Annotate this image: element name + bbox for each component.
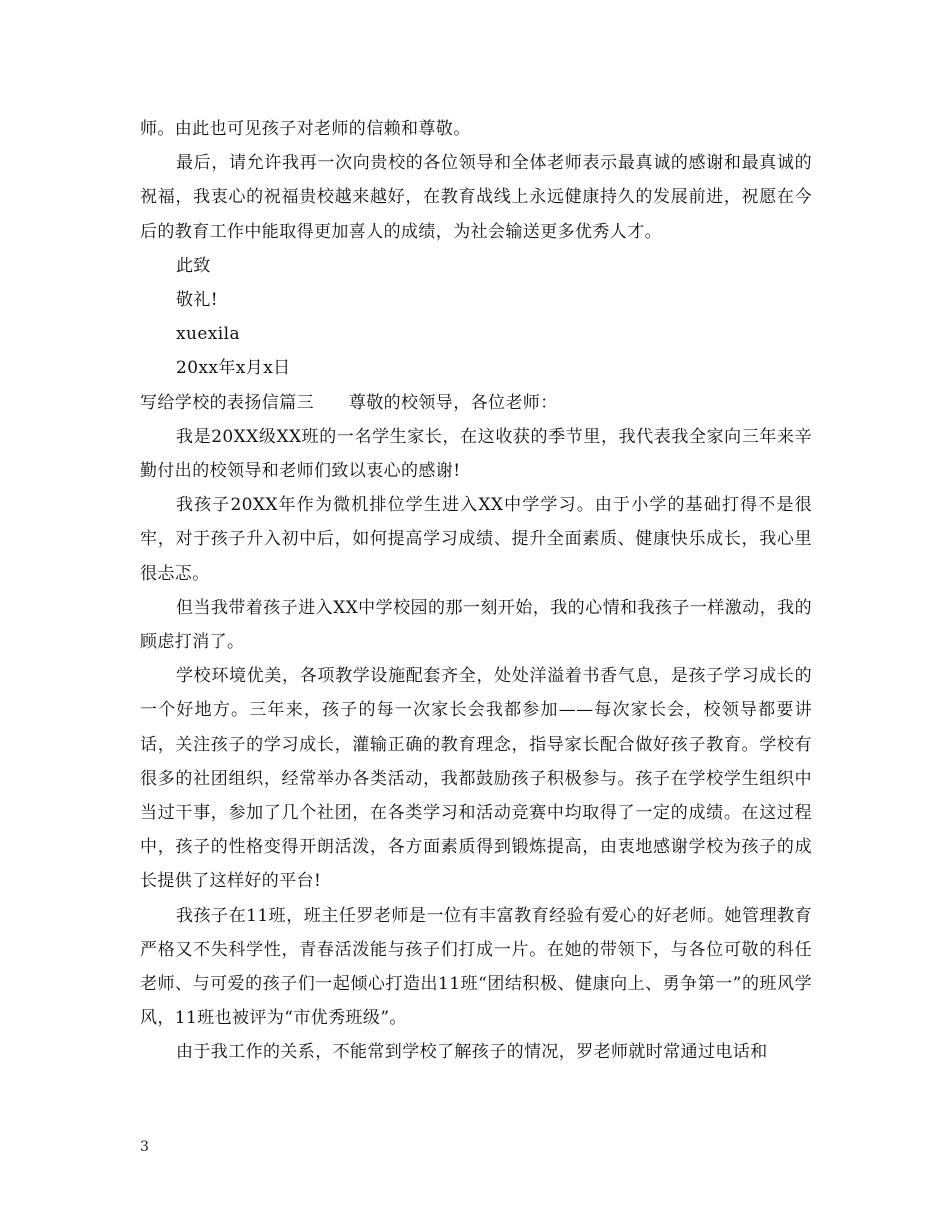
page-number: 3 — [140, 1139, 149, 1155]
paragraph-continuation: 师。由此也可见孩子对老师的信赖和尊敬。 — [140, 119, 471, 139]
signature-date: 20xx年x月x日 — [176, 358, 291, 379]
signature-name: xuexila — [176, 324, 240, 345]
paragraph-enrollment: 我孩子20XX年作为微机排位学生进入XX中学学习。由于小学的基础打得不是很牢，对于孩子升入初中后，如何提高学习成绩、提升全面素质、健康快乐成长，我心里很忐忑。 — [140, 495, 812, 584]
paragraph-class-teacher: 我孩子在11班，班主任罗老师是一位有丰富教育经验有爱心的好老师。她管理教育严格又不失科学性，青春活泼能与孩子们打成一片。在她的带领下，与各位可敬的科任老师、与可爱的孩子们一起倾心打造出11班“团结积极、健康向上、勇争第一”的班风学风，11班也被评为“市优秀班级”。 — [140, 905, 812, 1029]
paragraph-first-impression: 但当我带着孩子进入XX中学校园的那一刻开始，我的心情和我孩子一样激动，我的顾虑打消了。 — [140, 597, 812, 653]
salutation-cizhi: 此致 — [176, 255, 211, 276]
paragraph-closing-thanks: 最后，请允许我再一次向贵校的各位领导和全体老师表示最真诚的感谢和最真诚的祝福，我衷心的祝福贵校越来越好，在教育战线上永远健康持久的发展前进，祝愿在今后的教育工作中能取得更加喜人的成绩，为社会输送更多优秀人才。 — [140, 153, 812, 242]
letter-body — [140, 112, 812, 1070]
paragraph-communication: 由于我工作的关系，不能常到学校了解孩子的情况，罗老师就时常通过电话和 — [176, 1042, 768, 1063]
paragraph-school-environment: 学校环境优美，各项教学设施配套齐全，处处洋溢着书香气息，是孩子学习成长的一个好地方。三年来，孩子的每一次家长会我都参加——每次家长会，校领导都要讲话，关注孩子的学习成长，灌输正确的教育理念，指导家长配合做好孩子教育。学校有很多的社团组织，经常举办各类活动，我都鼓励孩子积极参与。孩子在学校学生组织中当过干事，参加了几个社团，在各类学习和活动竞赛中均取得了一定的成绩。在这过程中，孩子的性格变得开朗活泼，各方面素质得到锻炼提高，由衷地感谢学校为孩子的成长提供了这样好的平台! — [140, 666, 812, 892]
salutation-jingli: 敬礼! — [176, 290, 219, 311]
paragraph-intro: 我是20XX级XX班的一名学生家长，在这收获的季节里，我代表我全家向三年来辛勤付出的校领导和老师们致以衷心的感谢! — [140, 426, 812, 482]
section-heading: 写给学校的表扬信篇三 尊敬的校领导，各位老师： — [140, 392, 558, 413]
